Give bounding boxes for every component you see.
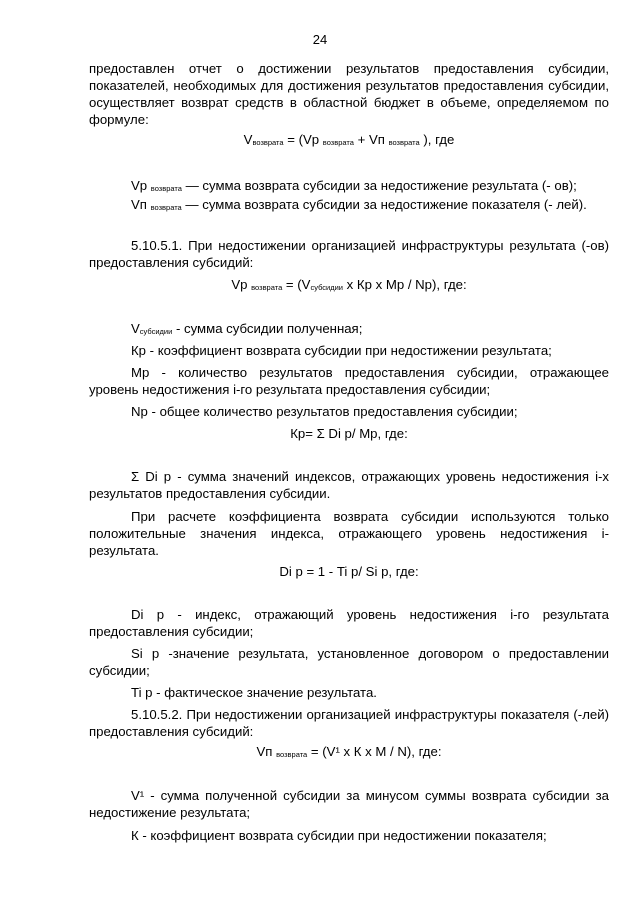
formula-kr: Кр= Σ Di р/ Мр, где: (290, 426, 408, 441)
formula-vr-return: Vр возврата = (Vсубсидии х Кр х Мр / Nр), где: (231, 277, 467, 292)
definition-di: Di р - индекс, отражающий уровень недостижения i-го результата предоставления субсидии; (89, 607, 609, 639)
definition-vp-return: Vп возврата — сумма возврата субсидии за недостижение показателя (- лей). (131, 197, 587, 212)
definition-mr: Мр - количество результатов предоставления субсидии, отражающее уровень недостижения i-го результата предоставления субсидии; (89, 365, 609, 397)
section-5-10-5-1: 5.10.5.1. При недостижении организацией инфраструктуры результата (-ов) предоставления субсидий: (89, 238, 609, 270)
definition-si: Si р -значение результата, установленное договором о предоставлении субсидии; (89, 646, 609, 678)
formula-total-return: Vвозврата = (Vр возврата + Vп возврата ), где (243, 132, 455, 147)
definition-ti: Ti р - фактическое значение результата. (131, 685, 377, 700)
definition-k: К - коэффициент возврата субсидии при недостижении показателя; (131, 828, 547, 843)
definition-v1: V¹ - сумма полученной субсидии за минусом суммы возврата субсидии за недостижение результата; (89, 788, 609, 820)
section-5-10-5-2: 5.10.5.2. При недостижении организацией инфраструктуры показателя (-лей) предоставления субсидий: (89, 707, 609, 739)
formula-vp-return: Vп возврата = (V¹ х К х М / N), где: (256, 744, 442, 759)
page-number: 24 (312, 32, 328, 47)
definition-v-subsidy: Vсубсидии - сумма субсидии полученная; (131, 321, 363, 336)
definition-sum-di: Σ Di р - сумма значений индексов, отражающих уровень недостижения i-х результатов предоставления субсидии. (89, 469, 609, 501)
formula-di: Di р = 1 - Ti р/ Si р, где: (279, 564, 419, 579)
definition-nr: Nр - общее количество результатов предоставления субсидии; (131, 404, 518, 419)
intro-paragraph: предоставлен отчет о достижении результатов предоставления субсидии, показателей, необходимых для достижения результатов предоставления субсидии, осуществляет возврат средств в областной бюджет в объеме, определяемом по формуле: (89, 61, 609, 127)
definition-vr-return: Vр возврата — сумма возврата субсидии за недостижение результата (- ов); (131, 178, 577, 193)
definition-kr: Кр - коэффициент возврата субсидии при недостижении результата; (131, 343, 552, 358)
calculation-note: При расчете коэффициента возврата субсидии используются только положительные значения индекса, отражающего уровень недостижения i-результата. (89, 509, 609, 558)
